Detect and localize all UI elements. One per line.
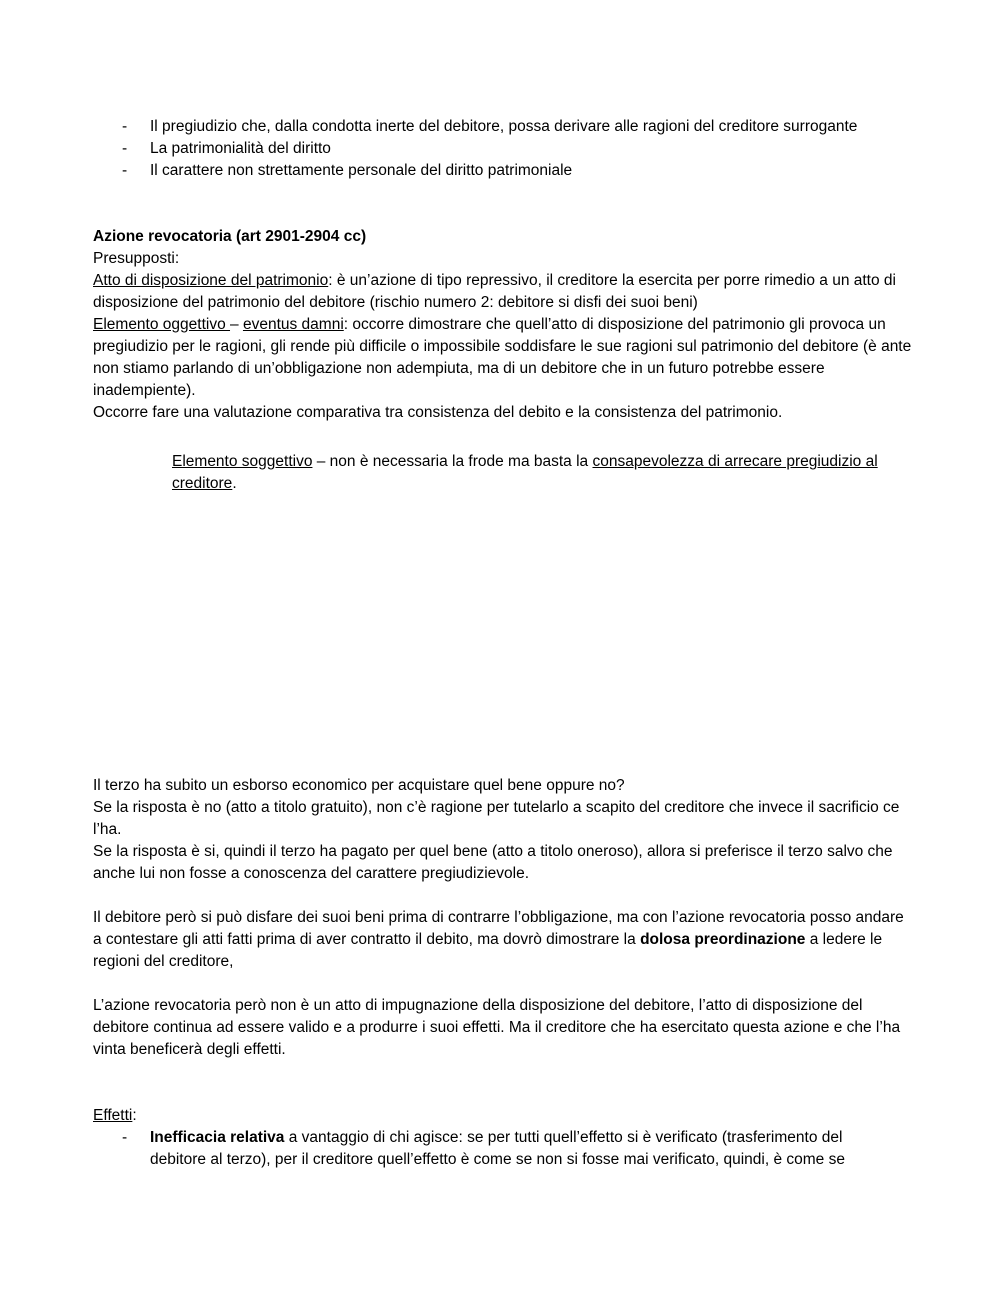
list-item xyxy=(122,138,922,160)
oggettivo-label: Elemento oggettivo xyxy=(93,316,231,333)
list-item-text: Il carattere non strettamente personale del diritto patrimoniale xyxy=(150,162,573,179)
terzo-question: Il terzo ha subito un esborso economico per acquistare quel bene oppure no? xyxy=(93,777,625,794)
consapevolezza-text: consapevolezza di arrecare pregiudizio al creditore xyxy=(172,453,878,492)
effetti-section xyxy=(93,1105,913,1127)
eventus-label: eventus damni xyxy=(242,316,344,333)
presupposti-label: Presupposti: xyxy=(93,250,180,267)
oggettivo-text: : occorre dimostrare che quell’atto di disposizione del patrimonio gli provoca un pregiudizio per le ragioni, gli rende più difficile o impossibile soddisfare le sue ragioni sul patrimonio del debitore (è ante non stiamo parlando di un’obbligazione non adempiuta, ma di un debitore che in un futuro potrebbe essere inadempiente). xyxy=(93,316,912,399)
impugnazione-paragraph: L’azione revocatoria però non è un atto di impugnazione della disposizione del debitore, l’atto di disposizione del debitore continua ad essere valido e a produrre i suoi effetti. Ma il creditore che ha esercitato questa azione e che l’ha vinta beneficerà degli effetti. xyxy=(93,997,901,1058)
list-item-text: La patrimonialità del diritto xyxy=(150,140,331,157)
debitore-text-b: a ledere le regioni del creditore, xyxy=(93,931,883,970)
effetti-colon: : xyxy=(132,1107,137,1124)
list-item xyxy=(122,160,922,182)
oggettivo-dash: – xyxy=(230,316,243,333)
list-item-text: Il pregiudizio che, dalla condotta inerte del debitore, possa derivare alle ragioni del creditore surrogante xyxy=(150,118,858,135)
soggettivo-label: Elemento soggettivo xyxy=(172,453,313,470)
terzo-section xyxy=(93,775,913,885)
effetti-item-text: a vantaggio di chi agisce: se per tutti quell’effetto si è verificato (trasferimento del debitore al terzo), per il creditore quell’effetto è come se non si fosse mai verificato, quindi, è come se xyxy=(150,1129,845,1168)
debitore-text-a: Il debitore però si può disfare dei suoi beni prima di contrarre l’obbligazione, ma con l’azione revocatoria posso andare a contestare gli atti fatti prima di aver contratto il debito, ma dovrò dimostrare la xyxy=(93,909,904,948)
terzo-no: Se la risposta è no (atto a titolo gratuito), non c’è ragione per tutelarlo a scapito del creditore che invece il sacrificio ce l’ha. xyxy=(93,799,900,838)
effetti-item-bold: Inefficacia relativa xyxy=(150,1129,285,1146)
debitore-bold: dolosa preordinazione xyxy=(640,931,806,948)
bullet-dash: - xyxy=(122,118,128,135)
section-title: Azione revocatoria (art 2901-2904 cc) xyxy=(93,228,367,245)
soggettivo-mid: – non è necessaria la frode ma basta la xyxy=(312,453,593,470)
revocatoria-section xyxy=(93,226,913,424)
bullet-dash: - xyxy=(122,140,128,157)
effetti-list xyxy=(122,1127,902,1171)
list-item xyxy=(122,116,922,138)
top-bullet-list xyxy=(122,116,922,182)
bullet-dash: - xyxy=(122,162,128,179)
effetti-label: Effetti xyxy=(93,1107,133,1124)
atto-paragraph xyxy=(93,270,913,314)
atto-label: Atto di disposizione del patrimonio xyxy=(93,272,329,289)
bullet-dash: - xyxy=(122,1129,128,1146)
valutazione-paragraph: Occorre fare una valutazione comparativa tra consistenza del debito e la consistenza del patrimonio. xyxy=(93,404,783,421)
terzo-si: Se la risposta è si, quindi il terzo ha pagato per quel bene (atto a titolo oneroso), allora si preferisce il terzo salvo che anche lui non fosse a conoscenza del carattere pregiudizievole. xyxy=(93,843,893,882)
atto-text: : è un’azione di tipo repressivo, il creditore la esercita per porre rimedio a un atto di disposizione del patrimonio del debitore (rischio numero 2: debitore si disfi dei suoi beni) xyxy=(93,272,896,311)
soggettivo-end: . xyxy=(232,475,237,492)
debitore-paragraph xyxy=(93,907,913,973)
list-item xyxy=(122,1127,902,1171)
soggettivo-paragraph xyxy=(93,451,913,495)
oggettivo-paragraph xyxy=(93,314,913,402)
